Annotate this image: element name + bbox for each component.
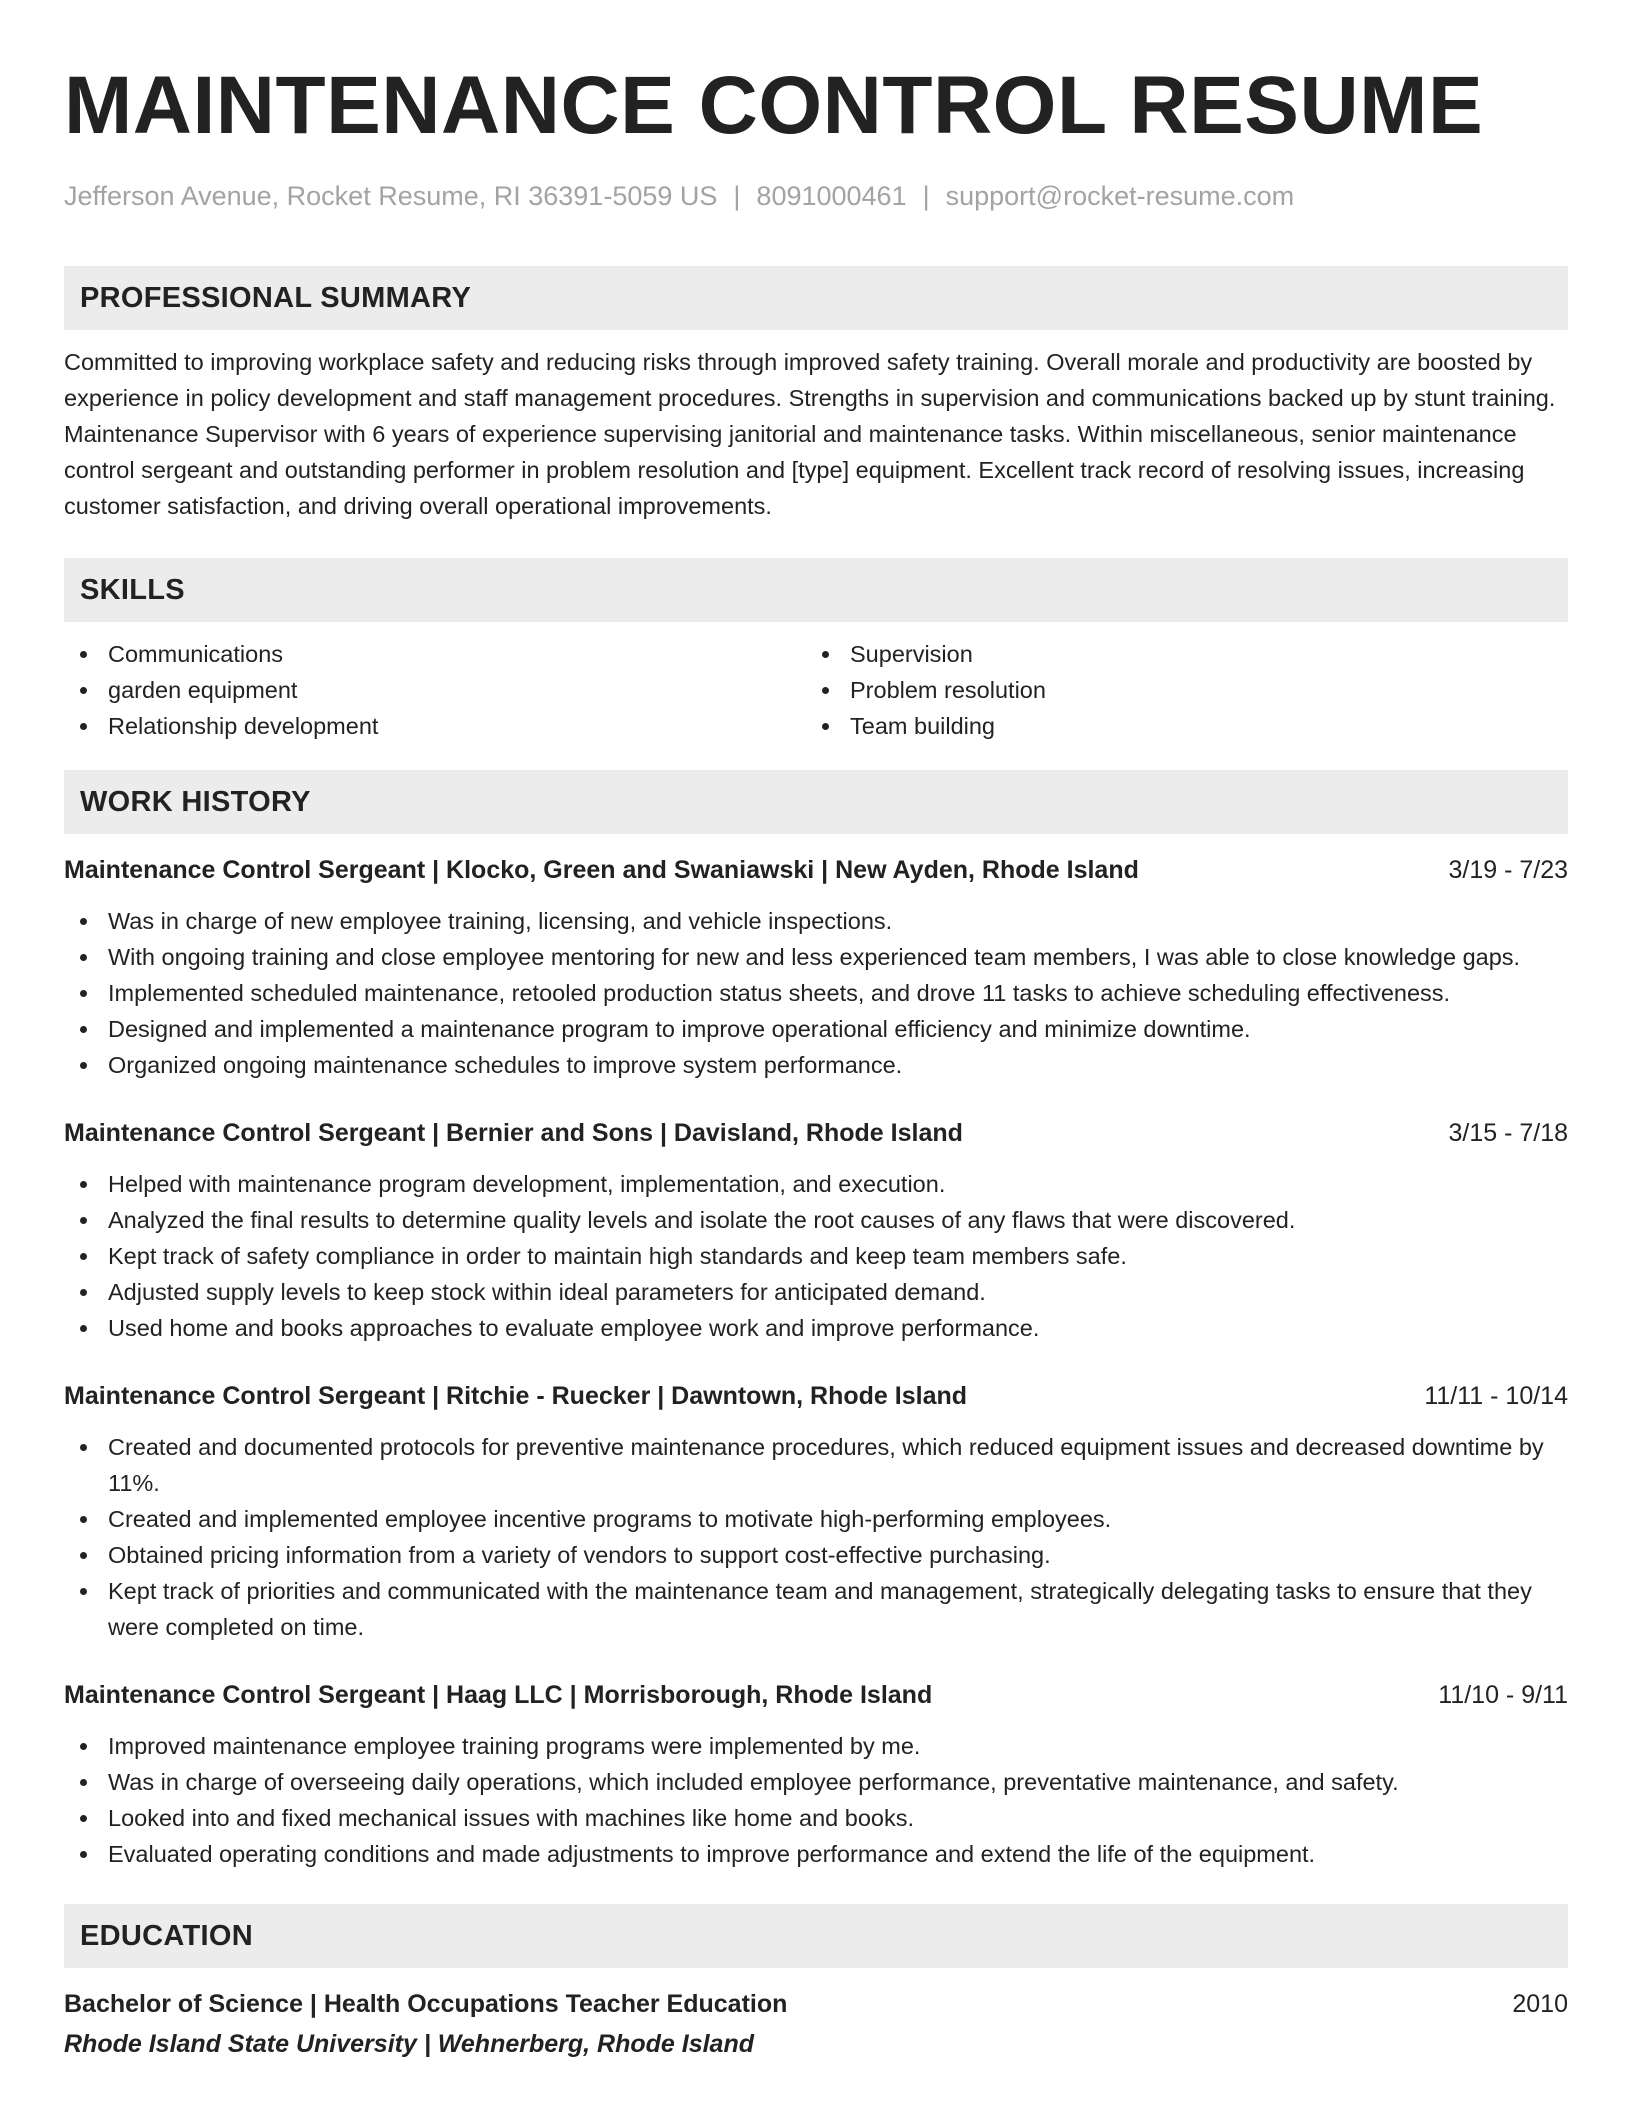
job-header	[64, 1115, 1568, 1151]
job-bullet: Kept track of priorities and communicated with the maintenance team and management, strategically delegating tasks to ensure that they were completed on time.	[64, 1573, 1568, 1645]
work-history-section-header: WORK HISTORY	[64, 770, 1568, 834]
job-dates: 3/19 - 7/23	[1448, 856, 1568, 884]
contact-line	[64, 178, 1568, 214]
skill-item: Relationship development	[64, 708, 806, 744]
job-title: Maintenance Control Sergeant | Ritchie - Ruecker | Dawntown, Rhode Island	[64, 1382, 968, 1410]
resume-name: MAINTENANCE CONTROL RESUME	[64, 60, 1484, 151]
job-header	[64, 1378, 1568, 1414]
job-bullet: Created and documented protocols for preventive maintenance procedures, which reduced equipment issues and decreased downtime by 11%.	[64, 1429, 1568, 1501]
resume-page	[64, 0, 1568, 2062]
education-year: 2010	[1512, 1990, 1568, 2018]
education-section-header: EDUCATION	[64, 1904, 1568, 1968]
contact-phone: 8091000461	[756, 181, 907, 211]
job-bullet: Implemented scheduled maintenance, retooled production status sheets, and drove 11 tasks to achieve scheduling effectiveness.	[64, 975, 1568, 1011]
skills-column-left	[64, 636, 806, 744]
job-bullet: Looked into and fixed mechanical issues with machines like home and books.	[64, 1800, 1568, 1836]
education-entry	[64, 1986, 1568, 2062]
job-bullets	[64, 1728, 1568, 1872]
job-bullets	[64, 903, 1568, 1083]
skill-item: garden equipment	[64, 672, 806, 708]
job-entry	[64, 1378, 1568, 1645]
skills-list	[64, 636, 1568, 744]
job-bullet: Designed and implemented a maintenance program to improve operational efficiency and minimize downtime.	[64, 1011, 1568, 1047]
skill-item: Problem resolution	[806, 672, 1548, 708]
education-school: Rhode Island State University | Wehnerberg, Rhode Island	[64, 2030, 755, 2058]
skills-section-header: SKILLS	[64, 558, 1568, 622]
job-title: Maintenance Control Sergeant | Bernier and Sons | Davisland, Rhode Island	[64, 1119, 963, 1147]
contact-separator: |	[922, 181, 930, 211]
job-bullet: Improved maintenance employee training programs were implemented by me.	[64, 1728, 1568, 1764]
job-bullet: Analyzed the final results to determine quality levels and isolate the root causes of any flaws that were discovered.	[64, 1202, 1568, 1238]
job-bullet: Adjusted supply levels to keep stock within ideal parameters for anticipated demand.	[64, 1274, 1568, 1310]
job-bullet: Obtained pricing information from a variety of vendors to support cost-effective purchasing.	[64, 1537, 1568, 1573]
job-title: Maintenance Control Sergeant | Klocko, Green and Swaniawski | New Ayden, Rhode Island	[64, 856, 1139, 884]
job-bullet: Created and implemented employee incentive programs to motivate high-performing employees.	[64, 1501, 1568, 1537]
job-bullet: Was in charge of overseeing daily operations, which included employee performance, preventative maintenance, and safety.	[64, 1764, 1568, 1800]
job-header	[64, 1677, 1568, 1713]
job-dates: 11/10 - 9/11	[1438, 1681, 1568, 1709]
job-bullet: Kept track of safety compliance in order to maintain high standards and keep team members safe.	[64, 1238, 1568, 1274]
job-title: Maintenance Control Sergeant | Haag LLC | Morrisborough, Rhode Island	[64, 1681, 933, 1709]
skill-item: Communications	[64, 636, 806, 672]
education-header	[64, 1986, 1568, 2022]
job-bullet: Organized ongoing maintenance schedules to improve system performance.	[64, 1047, 1568, 1083]
job-entry	[64, 1677, 1568, 1872]
contact-separator: |	[733, 181, 741, 211]
job-entry	[64, 1115, 1568, 1346]
summary-text: Committed to improving workplace safety and reducing risks through improved safety training. Overall morale and productivity are boosted by experience in policy development and staff management procedures. Strengths in supervision and communications backed up by stunt training. Maintenance Supervisor with 6 years of experience supervising janitorial and maintenance tasks. Within miscellaneous, senior maintenance control sergeant and outstanding performer in problem resolution and [type] equipment. Excellent track record of resolving issues, increasing customer satisfaction, and driving overall operational improvements.	[64, 349, 1556, 519]
summary-section-header: PROFESSIONAL SUMMARY	[64, 266, 1568, 330]
education-degree: Bachelor of Science | Health Occupations Teacher Education	[64, 1990, 788, 2018]
job-entry	[64, 852, 1568, 1083]
job-bullet: Evaluated operating conditions and made adjustments to improve performance and extend the life of the equipment.	[64, 1836, 1568, 1872]
contact-email: support@rocket-resume.com	[945, 181, 1295, 211]
job-bullets	[64, 1166, 1568, 1346]
job-bullet: Was in charge of new employee training, licensing, and vehicle inspections.	[64, 903, 1568, 939]
job-bullet: Used home and books approaches to evaluate employee work and improve performance.	[64, 1310, 1568, 1346]
job-dates: 3/15 - 7/18	[1448, 1119, 1568, 1147]
skills-column-right	[806, 636, 1548, 744]
skill-item: Team building	[806, 708, 1548, 744]
job-header	[64, 852, 1568, 888]
job-bullet: With ongoing training and close employee mentoring for new and less experienced team members, I was able to close knowledge gaps.	[64, 939, 1568, 975]
job-bullet: Helped with maintenance program development, implementation, and execution.	[64, 1166, 1568, 1202]
job-dates: 11/11 - 10/14	[1424, 1382, 1568, 1410]
job-bullets	[64, 1429, 1568, 1645]
contact-address: Jefferson Avenue, Rocket Resume, RI 36391-5059 US	[64, 181, 718, 211]
skill-item: Supervision	[806, 636, 1548, 672]
